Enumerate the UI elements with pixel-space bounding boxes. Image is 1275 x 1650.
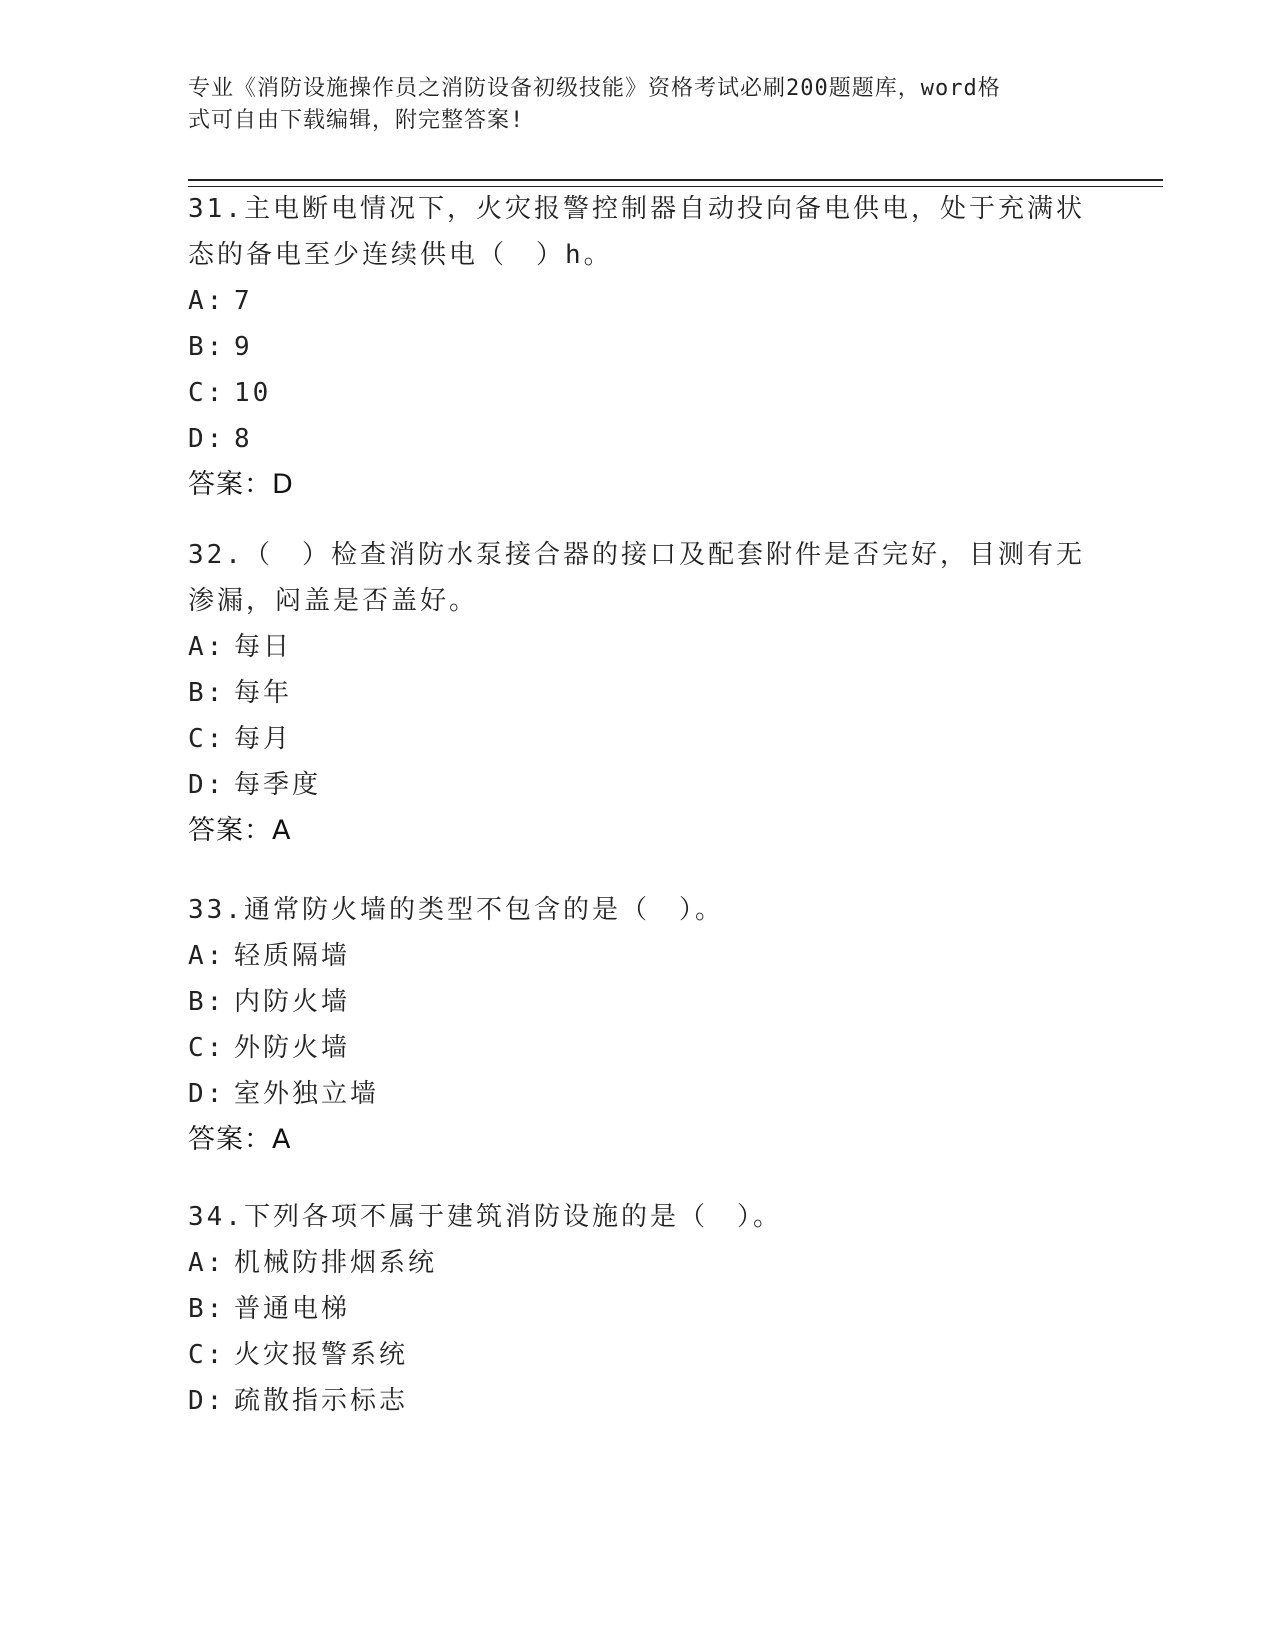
option-text: 轻质隔墙: [234, 941, 351, 971]
option-d: [188, 416, 1088, 462]
option-b: [188, 1286, 1088, 1332]
option-text: 机械防排烟系统: [234, 1248, 438, 1278]
option-text: 9: [234, 332, 253, 362]
option-d: [188, 1378, 1088, 1424]
option-a: [188, 278, 1088, 324]
option-key: A :: [188, 1240, 234, 1286]
option-key: A :: [188, 624, 234, 670]
question-stem-line-1: 31.主电断电情况下，火灾报警控制器自动投向备电供电，处于充满状: [188, 194, 1085, 224]
option-text: 疏散指示标志: [234, 1386, 409, 1416]
option-d: [188, 762, 1088, 808]
question-stem-line-2: 渗漏，闷盖是否盖好。: [188, 586, 479, 616]
option-text: 每年: [234, 678, 293, 708]
option-b: [188, 670, 1088, 716]
header-line-2: 式可自由下载编辑，附完整答案!: [188, 108, 525, 133]
option-key: B :: [188, 1286, 234, 1332]
option-c: [188, 1332, 1088, 1378]
option-text: 10: [234, 378, 272, 408]
option-key: D :: [188, 762, 234, 808]
option-text: 每季度: [234, 770, 322, 800]
option-key: D :: [188, 1071, 234, 1117]
option-c: [188, 1025, 1088, 1071]
option-key: B :: [188, 979, 234, 1025]
option-key: B :: [188, 324, 234, 370]
question-31: [188, 186, 1088, 508]
option-b: [188, 979, 1088, 1025]
question-stem-line-1: 34.下列各项不属于建筑消防设施的是（ ）。: [188, 1202, 782, 1232]
option-c: [188, 716, 1088, 762]
option-text: 每日: [234, 632, 293, 662]
answer-label: 答案：D: [188, 469, 294, 500]
answer-label: 答案：A: [188, 1124, 292, 1155]
option-d: [188, 1071, 1088, 1117]
option-key: B :: [188, 670, 234, 716]
header-divider-thick: [188, 179, 1163, 181]
question-32: [188, 532, 1088, 854]
question-stem-line-1: 32.（ ）检查消防水泵接合器的接口及配套附件是否完好，目测有无: [188, 540, 1085, 570]
question-stem-line-1: 33.通常防火墙的类型不包含的是（ ）。: [188, 895, 724, 925]
option-text: 室外独立墙: [234, 1079, 380, 1109]
option-a: [188, 933, 1088, 979]
question-stem-line-2: 态的备电至少连续供电（ ）h。: [188, 240, 613, 270]
option-key: D :: [188, 1378, 234, 1424]
option-a: [188, 624, 1088, 670]
header-line-1: 专业《消防设施操作员之消防设备初级技能》资格考试必刷200题题库，word格: [188, 76, 1001, 101]
option-c: [188, 370, 1088, 416]
question-33: [188, 887, 1088, 1163]
option-key: C :: [188, 1332, 234, 1378]
option-text: 普通电梯: [234, 1294, 351, 1324]
option-key: A :: [188, 933, 234, 979]
option-text: 外防火墙: [234, 1033, 351, 1063]
option-text: 火灾报警系统: [234, 1340, 409, 1370]
option-text: 7: [234, 286, 253, 316]
option-key: C :: [188, 716, 234, 762]
option-key: C :: [188, 370, 234, 416]
option-key: C :: [188, 1025, 234, 1071]
question-34: [188, 1194, 1088, 1424]
document-header: [188, 73, 1068, 137]
option-text: 内防火墙: [234, 987, 351, 1017]
answer-label: 答案：A: [188, 815, 292, 846]
option-text: 8: [234, 424, 253, 454]
option-key: A :: [188, 278, 234, 324]
option-key: D :: [188, 416, 234, 462]
option-b: [188, 324, 1088, 370]
option-a: [188, 1240, 1088, 1286]
option-text: 每月: [234, 724, 293, 754]
